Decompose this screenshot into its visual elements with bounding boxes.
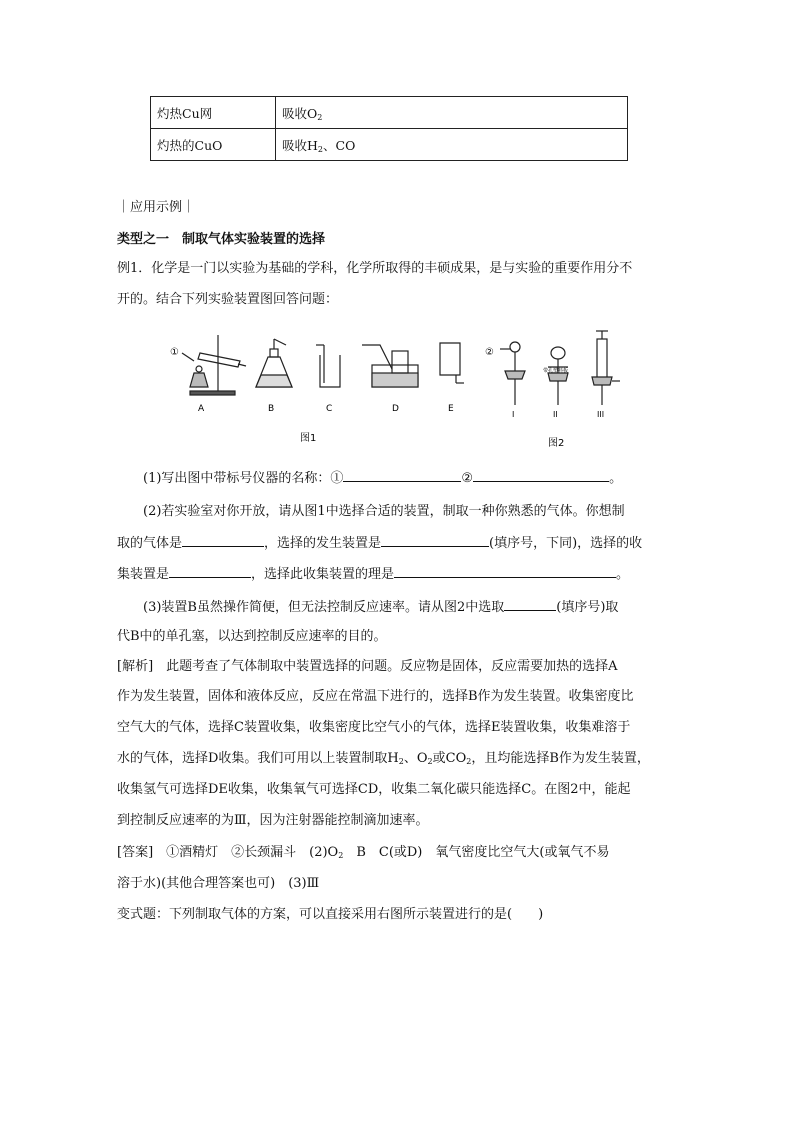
answer-line: 溶于水)(其他合理答案也可) (3)Ⅲ: [117, 876, 320, 891]
analysis-line: 收集氢气可选择DE收集，收集氧气可选择CD，收集二氧化碳只能选择C。在图2中，能起: [117, 782, 631, 797]
answer-blank: [394, 563, 616, 578]
answer-blank: [504, 596, 556, 611]
answer-blank: [343, 467, 461, 482]
fig1-label: C: [326, 404, 333, 414]
example-line: 例1．化学是一门以实验为基础的学科，化学所取得的丰硕成果，是与实验的重要作用分不: [117, 261, 633, 276]
apparatus-figure: [160, 325, 625, 455]
fig2-label: I: [512, 410, 515, 419]
question-3-line: (3)装置B虽然操作简便，但无法控制反应速率。请从图2中选取 (填序号)取: [143, 594, 703, 622]
answer-blank: [473, 467, 609, 482]
fig1-label: E: [448, 404, 454, 414]
question-2-line: 集装置是 ，选择此收集装置的理是 。: [117, 561, 677, 589]
answer-blank: [381, 532, 489, 547]
answer-line: [答案] ①酒精灯 ②长颈漏斗 $(2)O_2$ B C(或D) 氧气密度比空气大(或氧气不易: [117, 845, 610, 860]
fig1-label: B: [268, 404, 275, 414]
analysis-line: 作为发生装置，固体和液体反应，反应在常温下进行的，选择B作为发生装置。收集密度比: [117, 689, 634, 704]
marker-1: ①: [170, 347, 179, 358]
table-row: [151, 129, 628, 161]
question-3-line: 代B中的单孔塞，以达到控制反应速率的目的。: [117, 629, 387, 644]
fig2-label: II: [553, 410, 558, 419]
analysis-line: 到控制反应速率的为Ⅲ，因为注射器能控制滴加速率。: [117, 813, 429, 828]
fig2-label: III: [597, 410, 605, 419]
analysis-line: [解析] 此题考查了气体制取中装置选择的问题。反应物是固体，反应需要加热的选择A: [117, 659, 618, 674]
analysis-line: 空气大的气体，选择C装置收集，收集密度比空气小的气体，选择E装置收集，收集难溶于: [117, 720, 631, 735]
table-row: [151, 97, 628, 129]
section-label: ｜应用示例｜: [117, 200, 196, 215]
answer-blank: [182, 532, 264, 547]
type-heading: 类型之一 制取气体实验装置的选择: [117, 232, 326, 247]
fig1-label: A: [198, 404, 205, 414]
fig2-caption: 图2: [548, 438, 565, 449]
table-cell: 吸收$H_2$、CO: [276, 129, 628, 161]
question-1: (1)写出图中带标号仪器的名称：① ② 。: [143, 465, 703, 493]
fig1-label: D: [392, 404, 399, 414]
question-2-line: (2)若实验室对你开放，请从图1中选择合适的装置，制取一种你熟悉的气体。你想制: [143, 504, 625, 519]
reagent-table: [150, 96, 628, 161]
answer-blank: [169, 563, 251, 578]
plate-label: 带孔塑料板: [543, 368, 569, 374]
fig1-caption: 图1: [300, 433, 317, 444]
table-cell: 灼热Cu网: [151, 97, 276, 129]
analysis-line: 水的气体，选择D收集。我们可用以上装置制取$H_2$、$O_2$或$CO_2$，且均能选择B作为发生装置，: [117, 751, 650, 766]
example-line: 开的。结合下列实验装置图回答问题：: [117, 292, 339, 307]
apparatus-drawing: [160, 325, 625, 455]
marker-2: ②: [485, 347, 494, 358]
table-cell: 吸收$O_2$: [276, 97, 628, 129]
question-2-line: 取的气体是 ，选择的发生装置是 (填序号，下同)，选择的收: [117, 530, 677, 558]
variant-question: 变式题：下列制取气体的方案，可以直接采用右图所示装置进行的是( ): [117, 907, 544, 922]
table-cell: 灼热的CuO: [151, 129, 276, 161]
